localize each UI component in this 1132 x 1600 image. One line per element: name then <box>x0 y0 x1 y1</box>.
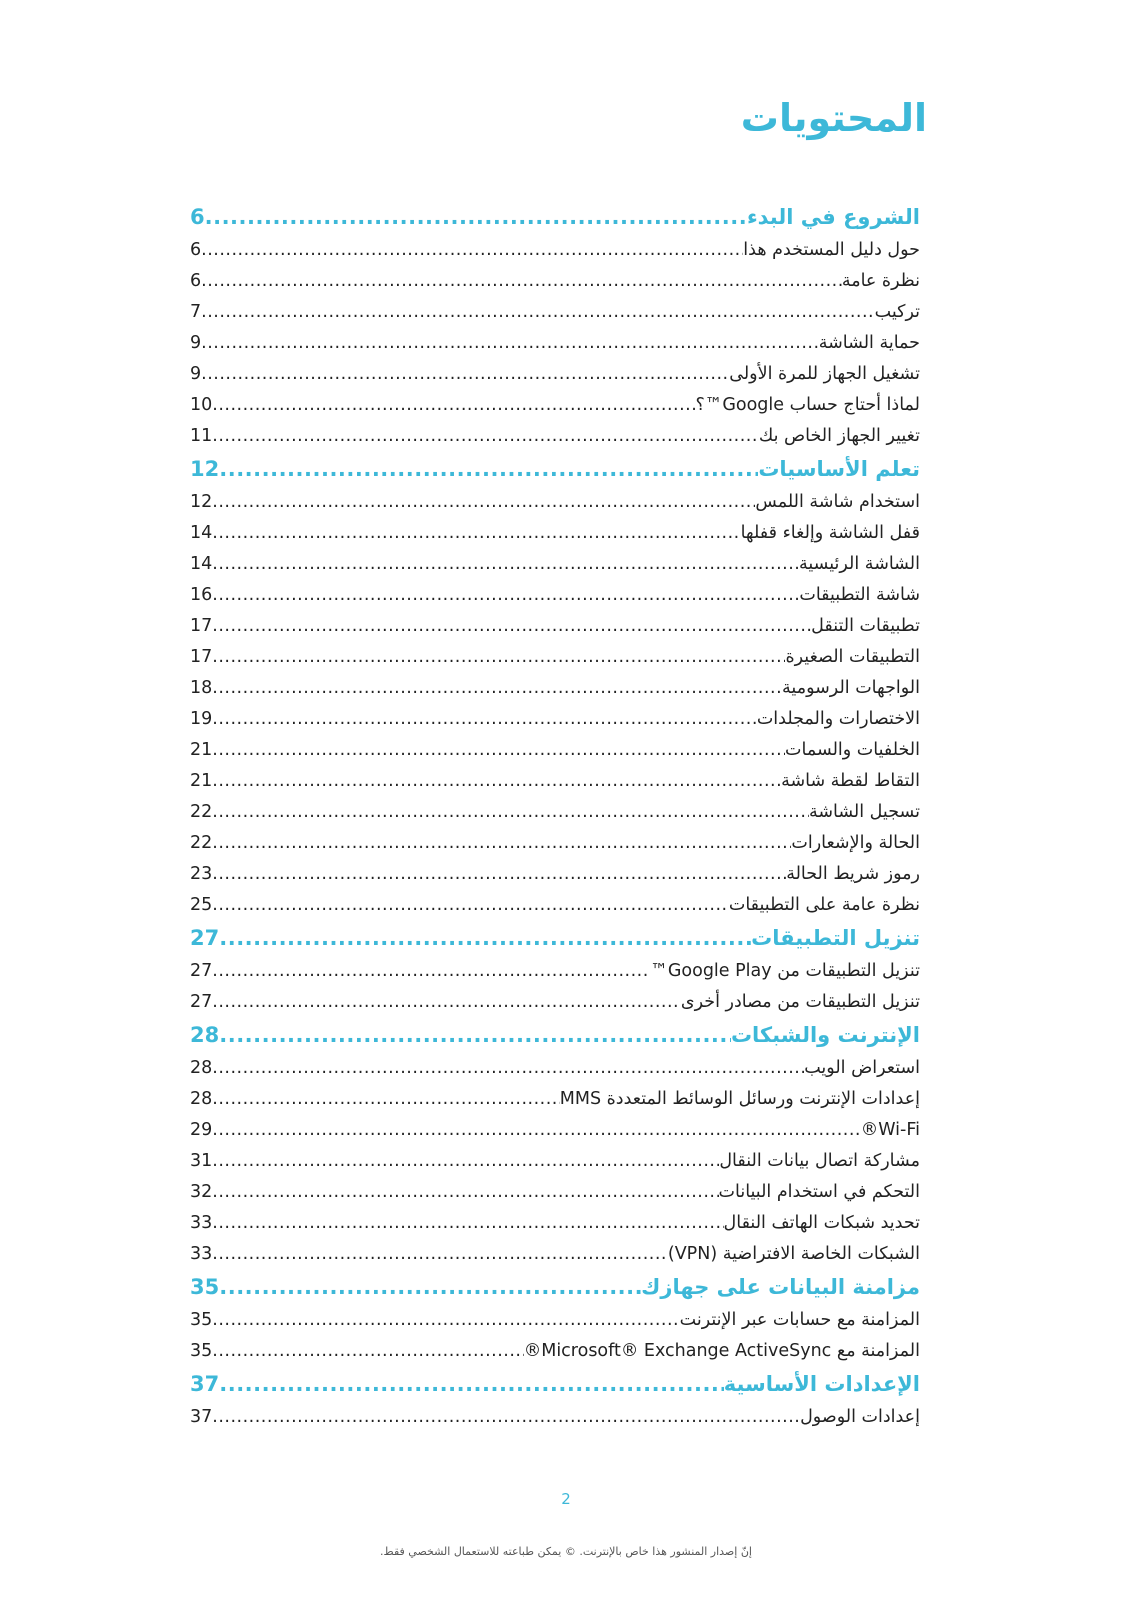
toc-entry-label: حول دليل المستخدم هذا <box>743 240 920 260</box>
toc-entry-page-number: 27 <box>190 992 213 1012</box>
toc-entry-label: تغيير الجهاز الخاص بك <box>758 426 920 446</box>
toc-entry-label: المزامنة مع حسابات عبر الإنترنت <box>679 1310 920 1330</box>
toc-entry-page-number: 33 <box>190 1213 213 1233</box>
toc-entry-page-number: 14 <box>190 554 213 574</box>
toc-entry-page-number: 9 <box>190 333 202 353</box>
dot-leader <box>212 487 755 518</box>
toc-entry[interactable] <box>190 956 920 987</box>
toc-entry-page-number: 37 <box>190 1372 220 1396</box>
dot-leader <box>212 1239 668 1270</box>
toc-entry-page-number: 12 <box>190 492 213 512</box>
dot-leader <box>212 642 785 673</box>
dot-leader <box>219 1018 731 1053</box>
toc-entry[interactable] <box>190 859 920 890</box>
toc-entry-page-number: 17 <box>190 616 213 636</box>
dot-leader <box>201 297 875 328</box>
toc-entry-label: نظرة عامة <box>841 271 920 291</box>
dot-leader <box>212 673 782 704</box>
dot-leader <box>212 1084 559 1115</box>
toc-entry-page-number: 22 <box>190 833 213 853</box>
toc-entry[interactable] <box>190 766 920 797</box>
toc-entry-label: تطبيقات التنقل <box>811 616 920 636</box>
toc-entry[interactable] <box>190 1208 920 1239</box>
toc-entry[interactable] <box>190 1402 920 1433</box>
dot-leader <box>212 859 786 890</box>
dot-leader <box>212 1402 800 1433</box>
toc-entry-label: نظرة عامة على التطبيقات <box>728 895 920 915</box>
page-number: 2 <box>561 1490 571 1508</box>
toc-entry-page-number: 23 <box>190 864 213 884</box>
toc-entry-label: حماية الشاشة <box>818 333 920 353</box>
page-title: المحتويات <box>740 96 927 140</box>
toc-entry[interactable] <box>190 518 920 549</box>
toc-entry[interactable] <box>190 890 920 921</box>
toc-section-heading[interactable] <box>190 1018 920 1053</box>
dot-leader <box>212 828 791 859</box>
toc-entry-page-number: 12 <box>190 457 220 481</box>
toc-entry-label: الإنترنت والشبكات <box>730 1023 920 1047</box>
toc-entry[interactable] <box>190 328 920 359</box>
toc-section-heading[interactable] <box>190 1270 920 1305</box>
toc-entry-label: الشروع في البدء <box>746 205 920 229</box>
toc-entry-page-number: 6 <box>190 271 202 291</box>
dot-leader <box>201 266 842 297</box>
toc-entry[interactable] <box>190 235 920 266</box>
toc-entry-label: التقاط لقطة شاشة <box>781 771 920 791</box>
toc-entry[interactable] <box>190 297 920 328</box>
toc-entry[interactable] <box>190 1239 920 1270</box>
dot-leader <box>219 1367 724 1402</box>
dot-leader <box>212 1336 523 1367</box>
toc-entry[interactable] <box>190 1084 920 1115</box>
toc-entry-label: استعراض الويب <box>804 1058 920 1078</box>
toc-entry[interactable] <box>190 1305 920 1336</box>
toc-entry-page-number: 35 <box>190 1275 220 1299</box>
toc-entry-page-number: 32 <box>190 1182 213 1202</box>
toc-entry-page-number: 28 <box>190 1023 220 1047</box>
dot-leader <box>212 1208 723 1239</box>
toc-entry-label: Wi-Fi® <box>860 1120 920 1140</box>
toc-entry-page-number: 6 <box>190 240 202 260</box>
toc-entry[interactable] <box>190 673 920 704</box>
toc-entry[interactable] <box>190 735 920 766</box>
dot-leader <box>212 580 799 611</box>
toc-entry-page-number: 14 <box>190 523 213 543</box>
dot-leader <box>212 890 729 921</box>
toc-entry[interactable] <box>190 580 920 611</box>
toc-entry[interactable] <box>190 487 920 518</box>
toc-entry[interactable] <box>190 421 920 452</box>
toc-entry-page-number: 21 <box>190 771 213 791</box>
toc-entry[interactable] <box>190 1177 920 1208</box>
dot-leader <box>212 611 811 642</box>
toc-entry-page-number: 11 <box>190 426 213 446</box>
toc-entry[interactable] <box>190 828 920 859</box>
toc-entry-page-number: 18 <box>190 678 213 698</box>
toc-entry-label: التحكم في استخدام البيانات <box>718 1182 920 1202</box>
toc-entry-label: تعلم الأساسيات <box>758 457 920 481</box>
dot-leader <box>212 1177 718 1208</box>
toc-entry[interactable] <box>190 987 920 1018</box>
toc-entry[interactable] <box>190 266 920 297</box>
dot-leader <box>212 1053 804 1084</box>
dot-leader <box>212 797 809 828</box>
dot-leader <box>212 1146 719 1177</box>
toc-entry-page-number: 37 <box>190 1407 213 1427</box>
toc-entry[interactable] <box>190 1053 920 1084</box>
toc-entry-label: الحالة والإشعارات <box>791 833 920 853</box>
toc-entry[interactable] <box>190 1115 920 1146</box>
toc-entry-label: تنزيل التطبيقات من مصادر أخرى <box>680 992 920 1012</box>
dot-leader <box>219 921 751 956</box>
toc-entry[interactable] <box>190 704 920 735</box>
toc-entry-page-number: 28 <box>190 1089 213 1109</box>
dot-leader <box>212 987 681 1018</box>
toc-entry-label: شاشة التطبيقات <box>799 585 920 605</box>
toc-entry-label: الشبكات الخاصة الافتراضية (VPN) <box>667 1244 920 1264</box>
dot-leader <box>212 1305 679 1336</box>
toc-entry-label: التطبيقات الصغيرة <box>785 647 920 667</box>
toc-entry[interactable] <box>190 359 920 390</box>
dot-leader <box>212 549 799 580</box>
toc-entry-page-number: 7 <box>190 302 202 322</box>
toc-entry[interactable] <box>190 1336 920 1367</box>
toc-entry-label: مزامنة البيانات على جهازك <box>641 1275 920 1299</box>
toc-entry[interactable] <box>190 390 920 421</box>
toc-entry-label: المزامنة مع Microsoft® Exchange ActiveSync® <box>523 1341 920 1361</box>
toc-section-heading[interactable] <box>190 921 920 956</box>
toc-entry-page-number: 35 <box>190 1341 213 1361</box>
toc-section-heading[interactable] <box>190 452 920 487</box>
toc-entry-page-number: 21 <box>190 740 213 760</box>
toc-entry-page-number: 17 <box>190 647 213 667</box>
toc-entry-label: رموز شريط الحالة <box>786 864 920 884</box>
toc-section-heading[interactable] <box>190 200 920 235</box>
toc-entry-label: تحديد شبكات الهاتف النقال <box>723 1213 920 1233</box>
toc-section-heading[interactable] <box>190 1367 920 1402</box>
dot-leader <box>201 328 819 359</box>
toc-entry[interactable] <box>190 797 920 828</box>
dot-leader <box>212 518 740 549</box>
toc-entry[interactable] <box>190 642 920 673</box>
toc-entry-page-number: 28 <box>190 1058 213 1078</box>
dot-leader <box>219 452 758 487</box>
toc-entry-label: استخدام شاشة اللمس <box>755 492 920 512</box>
toc-entry-page-number: 27 <box>190 926 220 950</box>
toc-entry-label: الواجهات الرسومية <box>782 678 920 698</box>
toc-entry[interactable] <box>190 1146 920 1177</box>
toc-entry-page-number: 31 <box>190 1151 213 1171</box>
toc-entry-page-number: 6 <box>190 205 205 229</box>
toc-entry-page-number: 29 <box>190 1120 213 1140</box>
toc-entry-label: تشغيل الجهاز للمرة الأولى <box>729 364 920 384</box>
dot-leader <box>201 235 743 266</box>
toc-entry-label: تنزيل التطبيقات <box>751 926 920 950</box>
toc-entry-label: قفل الشاشة وإلغاء قفلها <box>740 523 920 543</box>
dot-leader <box>212 1115 860 1146</box>
toc-entry-label: تسجيل الشاشة <box>808 802 920 822</box>
toc-entry-label: إعدادات الوصول <box>800 1407 920 1427</box>
toc-entry-page-number: 16 <box>190 585 213 605</box>
footer-note: إنّ إصدار المنشور هذا خاص بالإنترنت. © يمكن طباعته للاستعمال الشخصي فقط. <box>380 1545 752 1558</box>
dot-leader <box>219 1270 641 1305</box>
toc-entry-page-number: 27 <box>190 961 213 981</box>
toc-entry-page-number: 25 <box>190 895 213 915</box>
toc-entry-label: الاختصارات والمجلدات <box>756 709 920 729</box>
dot-leader <box>212 735 785 766</box>
toc-entry[interactable] <box>190 549 920 580</box>
toc-entry-page-number: 35 <box>190 1310 213 1330</box>
dot-leader <box>212 421 759 452</box>
toc-entry-label: إعدادات الإنترنت ورسائل الوسائط المتعددة MMS <box>559 1089 920 1109</box>
toc-entry-page-number: 22 <box>190 802 213 822</box>
dot-leader <box>205 200 747 235</box>
toc-entry-label: تنزيل التطبيقات من Google Play™ <box>650 961 920 981</box>
toc-entry-label: الخلفيات والسمات <box>785 740 920 760</box>
toc-entry-label: تركيب <box>874 302 920 322</box>
dot-leader <box>212 766 781 797</box>
toc-entry-page-number: 19 <box>190 709 213 729</box>
toc-entry-page-number: 33 <box>190 1244 213 1264</box>
toc-entry-label: لماذا أحتاج حساب Google™؟ <box>695 395 920 415</box>
dot-leader <box>212 704 757 735</box>
table-of-contents <box>190 200 920 1433</box>
toc-entry[interactable] <box>190 611 920 642</box>
dot-leader <box>212 956 650 987</box>
toc-entry-label: الإعدادات الأساسية <box>723 1372 920 1396</box>
toc-entry-page-number: 10 <box>190 395 213 415</box>
toc-entry-page-number: 9 <box>190 364 202 384</box>
toc-entry-label: مشاركة اتصال بيانات النقال <box>719 1151 920 1171</box>
dot-leader <box>212 390 695 421</box>
toc-entry-label: الشاشة الرئيسية <box>798 554 920 574</box>
dot-leader <box>201 359 729 390</box>
